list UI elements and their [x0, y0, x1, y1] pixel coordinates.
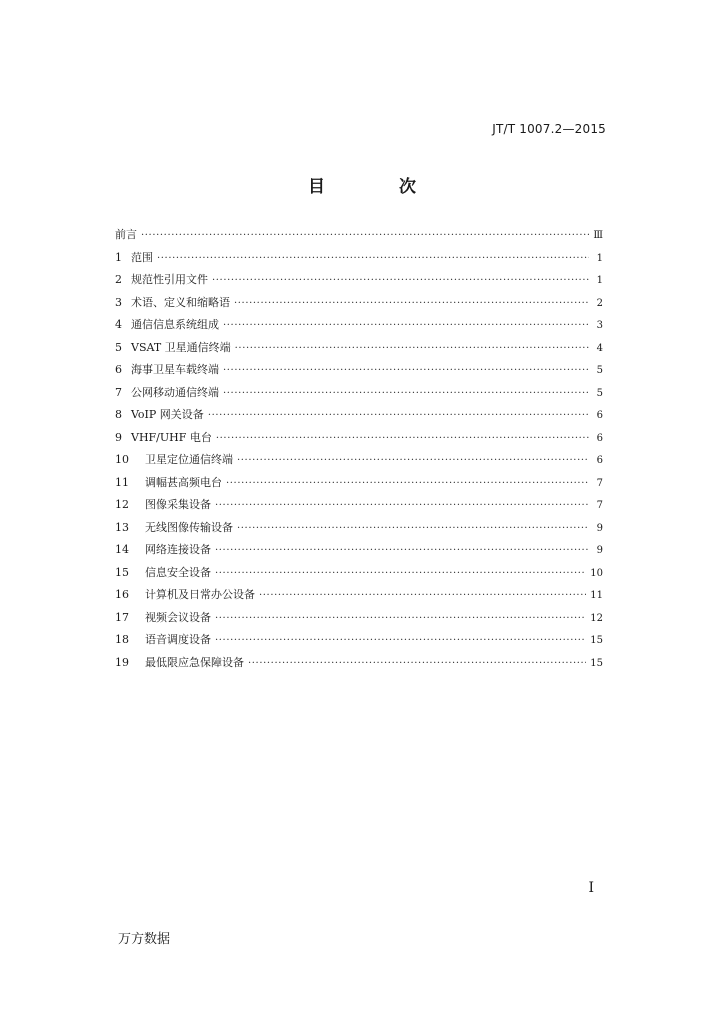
toc-entry-number: 6 — [115, 363, 122, 376]
toc-entry-label: VHF/UHF 电台 — [131, 430, 212, 444]
table-of-contents — [115, 226, 603, 676]
toc-entry-number: 19 — [115, 655, 129, 669]
toc-entry-page: 2 — [596, 297, 603, 309]
toc-leader-dots — [141, 230, 589, 241]
toc-leader-dots — [208, 410, 589, 421]
toc-entry-label: 视频会议设备 — [145, 610, 211, 624]
toc-leader-dots — [235, 343, 589, 354]
document-code: JT/T 1007.2—2015 — [492, 122, 606, 136]
toc-leader-dots — [237, 523, 589, 534]
toc-leader-dots — [223, 388, 589, 399]
toc-entry[interactable] — [115, 474, 603, 497]
toc-entry-number: 2 — [115, 273, 122, 286]
toc-leader-dots — [223, 320, 589, 331]
toc-leader-dots — [215, 635, 586, 646]
toc-entry-label: 信息安全设备 — [145, 565, 211, 579]
toc-entry[interactable] — [115, 586, 603, 609]
toc-entry-label: 海事卫星车载终端 — [131, 363, 219, 376]
toc-entry-label: 最低限应急保障设备 — [145, 655, 244, 669]
toc-entry[interactable] — [115, 249, 603, 272]
toc-leader-dots — [215, 568, 586, 579]
toc-entry-number: 8 — [115, 408, 122, 421]
toc-entry-page: 6 — [596, 432, 603, 444]
toc-entry-number: 5 — [115, 340, 122, 354]
toc-entry[interactable] — [115, 316, 603, 339]
toc-entry-page: 3 — [596, 320, 603, 331]
toc-entry-label: 图像采集设备 — [145, 498, 211, 511]
toc-entry-label: 前言 — [115, 228, 137, 241]
toc-entry-page: 7 — [596, 477, 603, 489]
toc-entry-number: 11 — [115, 475, 129, 489]
toc-entry-page: 11 — [590, 590, 603, 601]
toc-entry-label: 调幅甚高频电台 — [145, 475, 222, 489]
toc-leader-dots — [226, 478, 589, 489]
toc-leader-dots — [215, 545, 589, 556]
toc-entry-number: 4 — [115, 318, 122, 331]
toc-entry-number: 18 — [115, 633, 129, 646]
toc-entry-label: 范围 — [131, 250, 153, 264]
toc-entry-label: 规范性引用文件 — [131, 273, 208, 286]
toc-entry-page: 9 — [596, 545, 603, 556]
toc-entry-number: 10 — [115, 453, 129, 466]
page-title: 目 次 — [308, 177, 450, 197]
toc-entry-page: 12 — [590, 612, 603, 624]
toc-entry[interactable] — [115, 294, 603, 317]
toc-entry[interactable] — [115, 361, 603, 384]
toc-entry-label: 卫星定位通信终端 — [145, 453, 233, 466]
toc-entry-label: VoIP 网关设备 — [131, 408, 204, 421]
toc-entry-page: 15 — [590, 657, 603, 669]
toc-entry-label: 语音调度设备 — [145, 633, 211, 646]
toc-entry[interactable] — [115, 226, 603, 249]
toc-entry[interactable] — [115, 451, 603, 474]
footer-brand: 万方数据 — [118, 932, 171, 947]
toc-entry[interactable] — [115, 631, 603, 654]
toc-entry-label: 计算机及日常办公设备 — [145, 588, 255, 601]
toc-entry-page: 1 — [596, 252, 603, 264]
toc-leader-dots — [237, 455, 589, 466]
toc-entry-number: 12 — [115, 498, 129, 511]
toc-entry-number: 3 — [115, 295, 122, 309]
toc-entry[interactable] — [115, 384, 603, 407]
page-number: I — [588, 880, 594, 896]
toc-leader-dots — [259, 590, 586, 601]
toc-entry-label: VSAT 卫星通信终端 — [131, 340, 231, 354]
toc-leader-dots — [215, 613, 586, 624]
toc-entry-label: 术语、定义和缩略语 — [131, 295, 230, 309]
toc-leader-dots — [223, 365, 589, 376]
toc-entry-page: 7 — [596, 500, 603, 511]
toc-entry-page: 9 — [596, 522, 603, 534]
toc-entry[interactable] — [115, 564, 603, 587]
toc-entry[interactable] — [115, 609, 603, 632]
toc-entry-label: 无线图像传输设备 — [145, 520, 233, 534]
toc-entry-number: 13 — [115, 520, 129, 534]
toc-leader-dots — [215, 500, 589, 511]
toc-entry[interactable] — [115, 429, 603, 452]
toc-entry-page: 6 — [596, 455, 603, 466]
toc-entry-page: 10 — [590, 567, 603, 579]
toc-leader-dots — [248, 658, 586, 669]
toc-entry[interactable] — [115, 496, 603, 519]
toc-leader-dots — [234, 298, 589, 309]
toc-leader-dots — [216, 433, 589, 444]
toc-entry-page: 6 — [596, 410, 603, 421]
toc-entry-label: 通信信息系统组成 — [131, 318, 219, 331]
toc-entry-label: 公网移动通信终端 — [131, 385, 219, 399]
toc-entry-number: 7 — [115, 385, 122, 399]
toc-entry-number: 1 — [115, 250, 122, 264]
toc-entry-page: Ⅲ — [593, 230, 603, 241]
toc-entry-number: 14 — [115, 543, 129, 556]
toc-entry[interactable] — [115, 654, 603, 677]
toc-leader-dots — [212, 275, 589, 286]
toc-entry-number: 15 — [115, 565, 129, 579]
toc-entry-label: 网络连接设备 — [145, 543, 211, 556]
toc-entry[interactable] — [115, 519, 603, 542]
toc-entry-page: 4 — [596, 342, 603, 354]
toc-entry[interactable] — [115, 271, 603, 294]
toc-entry-number: 16 — [115, 588, 129, 601]
toc-entry[interactable] — [115, 406, 603, 429]
toc-entry-number: 17 — [115, 610, 129, 624]
toc-entry-page: 1 — [596, 275, 603, 286]
toc-leader-dots — [157, 253, 589, 264]
toc-entry[interactable] — [115, 339, 603, 362]
toc-entry[interactable] — [115, 541, 603, 564]
toc-entry-page: 15 — [590, 635, 603, 646]
toc-entry-page: 5 — [596, 387, 603, 399]
toc-entry-number: 9 — [115, 430, 122, 444]
toc-entry-page: 5 — [596, 365, 603, 376]
